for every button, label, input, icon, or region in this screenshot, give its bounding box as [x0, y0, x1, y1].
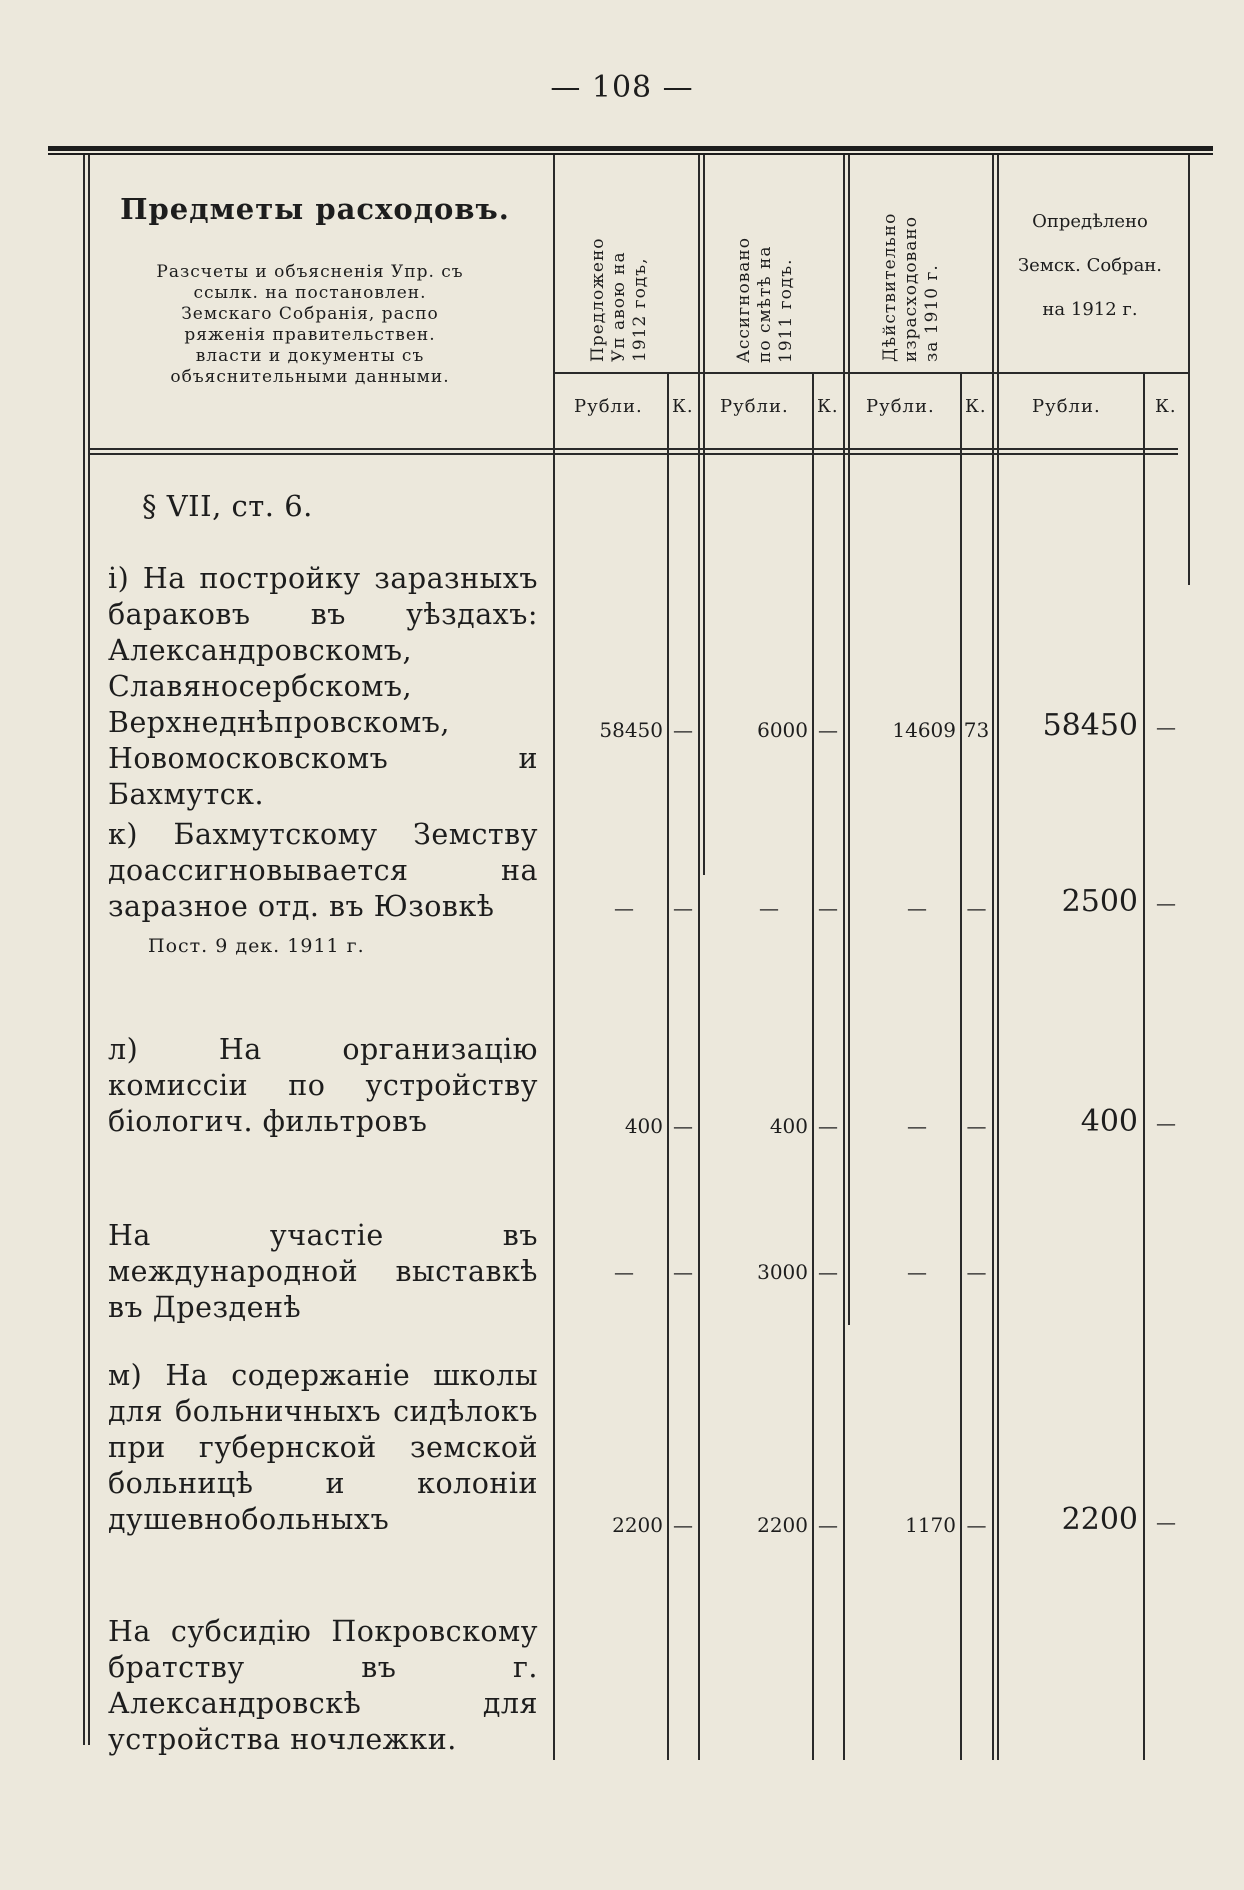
proposed-rub: — — [614, 896, 634, 920]
actual-rub: 14609 — [892, 718, 956, 742]
table-top-rule — [48, 146, 1213, 151]
col-line-determined-k — [1143, 372, 1145, 1760]
col-line-left-inner — [88, 155, 90, 1745]
col-line-actual-right — [992, 155, 994, 1760]
entry-text: л) На организацію комиссіи по устройству біологич. фильтровъ — [108, 1033, 538, 1138]
proposed-rub: 58450 — [599, 718, 663, 742]
assigned-rub: — — [759, 896, 779, 920]
determined-kop: — — [1156, 1510, 1176, 1534]
actual-kop: — — [966, 1114, 987, 1138]
actual-rub: 1170 — [905, 1513, 956, 1537]
column-header-title: Предметы расходовъ. — [120, 192, 510, 226]
section-heading: § VII, ст. 6. — [142, 489, 313, 523]
actual-kop: — — [966, 1513, 987, 1537]
unit-rub-determined: Рубли. — [1032, 396, 1101, 417]
assigned-rub: 3000 — [757, 1260, 808, 1284]
col-line-assigned-right — [843, 155, 845, 1760]
unit-kop-determined: К. — [1155, 396, 1177, 417]
actual-rub: — — [907, 1114, 927, 1138]
column-header-assigned: Ассигновано по смѣтѣ на 1911 годъ. — [734, 237, 796, 363]
proposed-kop: — — [673, 1260, 693, 1284]
determined-kop: — — [1156, 1111, 1176, 1135]
proposed-kop: — — [673, 1513, 693, 1537]
actual-kop: 73 — [963, 718, 990, 742]
col-line-left — [83, 155, 85, 1745]
assigned-kop: — — [818, 1260, 838, 1284]
unit-kop-actual: К. — [965, 396, 987, 417]
unit-rub-actual: Рубли. — [866, 396, 935, 417]
col-line-right — [1188, 155, 1190, 585]
col-line-desc-right — [553, 155, 555, 1760]
col-line-proposed-right — [698, 155, 700, 1760]
table-top-rule-thin — [48, 153, 1213, 155]
col-line-proposed-right2 — [703, 155, 705, 875]
proposed-kop: — — [673, 718, 693, 742]
col-line-assigned-k — [812, 372, 814, 1760]
actual-rub: — — [907, 1260, 927, 1284]
column-header-determined: Опредѣлено Земск. Собран. на 1912 г. — [1017, 211, 1163, 320]
actual-kop: — — [966, 896, 987, 920]
assigned-kop: — — [818, 1513, 838, 1537]
col-line-assigned-right2 — [848, 155, 850, 1325]
determined-kop: — — [1156, 715, 1176, 739]
unit-kop-proposed: К. — [672, 396, 694, 417]
determined-kop: — — [1156, 891, 1176, 915]
assigned-kop: — — [818, 718, 838, 742]
entry-text: На участіе въ международной выставкѣ въ Дрезденѣ — [108, 1219, 538, 1324]
unit-row-line — [553, 372, 1188, 374]
assigned-kop: — — [818, 896, 838, 920]
proposed-kop: — — [673, 1114, 693, 1138]
entry-text: і) На постройку заразныхъ бараковъ въ уѣздахъ: Александровскомъ, Славяносербскомъ, Верхнеднѣпровскомъ, Новомосковскомъ и Бахмутск. — [108, 562, 538, 811]
proposed-rub: 400 — [624, 1114, 663, 1138]
entry-text: На субсидію Покровскому братству въ г. Александровскѣ для устройства ночлежки. — [108, 1615, 538, 1756]
column-header-actual: Дѣйствительно израсходовано за 1910 г. — [880, 212, 942, 362]
header-bottom-line-2 — [88, 453, 1178, 455]
proposed-rub: — — [614, 1260, 634, 1284]
column-header-note: Разсчеты и объясненія Упр. съ ссылк. на постановлен. Земскаго Собранія, распо ряженія правительствен. власти и документы съ объяснительными данными. — [156, 262, 464, 387]
actual-rub: — — [907, 896, 927, 920]
header-bottom-line — [88, 448, 1178, 450]
entry-reference: Пост. 9 дек. 1911 г. — [148, 935, 365, 957]
col-line-actual-k — [960, 372, 962, 1760]
determined-rub: 58450 — [1042, 708, 1138, 743]
actual-kop: — — [966, 1260, 987, 1284]
assigned-kop: — — [818, 1114, 838, 1138]
assigned-rub: 400 — [769, 1114, 808, 1138]
page-number: — 108 — — [550, 70, 694, 105]
entry-text: к) Бахмутскому Земству доассигновывается на заразное отд. въ Юзовкѣ — [108, 818, 538, 923]
assigned-rub: 6000 — [757, 718, 808, 742]
determined-rub: 2500 — [1061, 884, 1138, 919]
column-header-proposed: Предложено Уп авою на 1912 годъ, — [588, 237, 650, 362]
determined-rub: 2200 — [1061, 1502, 1138, 1537]
determined-rub: 400 — [1080, 1104, 1138, 1139]
entry-text: м) На содержаніе школы для больничныхъ сидѣлокъ при губернской земской больницѣ и колоніи душевнобольныхъ — [108, 1359, 538, 1536]
col-line-actual-right2 — [997, 155, 999, 1760]
proposed-rub: 2200 — [612, 1513, 663, 1537]
col-line-proposed-k — [667, 372, 669, 1760]
proposed-kop: — — [673, 896, 693, 920]
unit-rub-assigned: Рубли. — [720, 396, 789, 417]
unit-rub-proposed: Рубли. — [574, 396, 643, 417]
assigned-rub: 2200 — [757, 1513, 808, 1537]
unit-kop-assigned: К. — [817, 396, 839, 417]
